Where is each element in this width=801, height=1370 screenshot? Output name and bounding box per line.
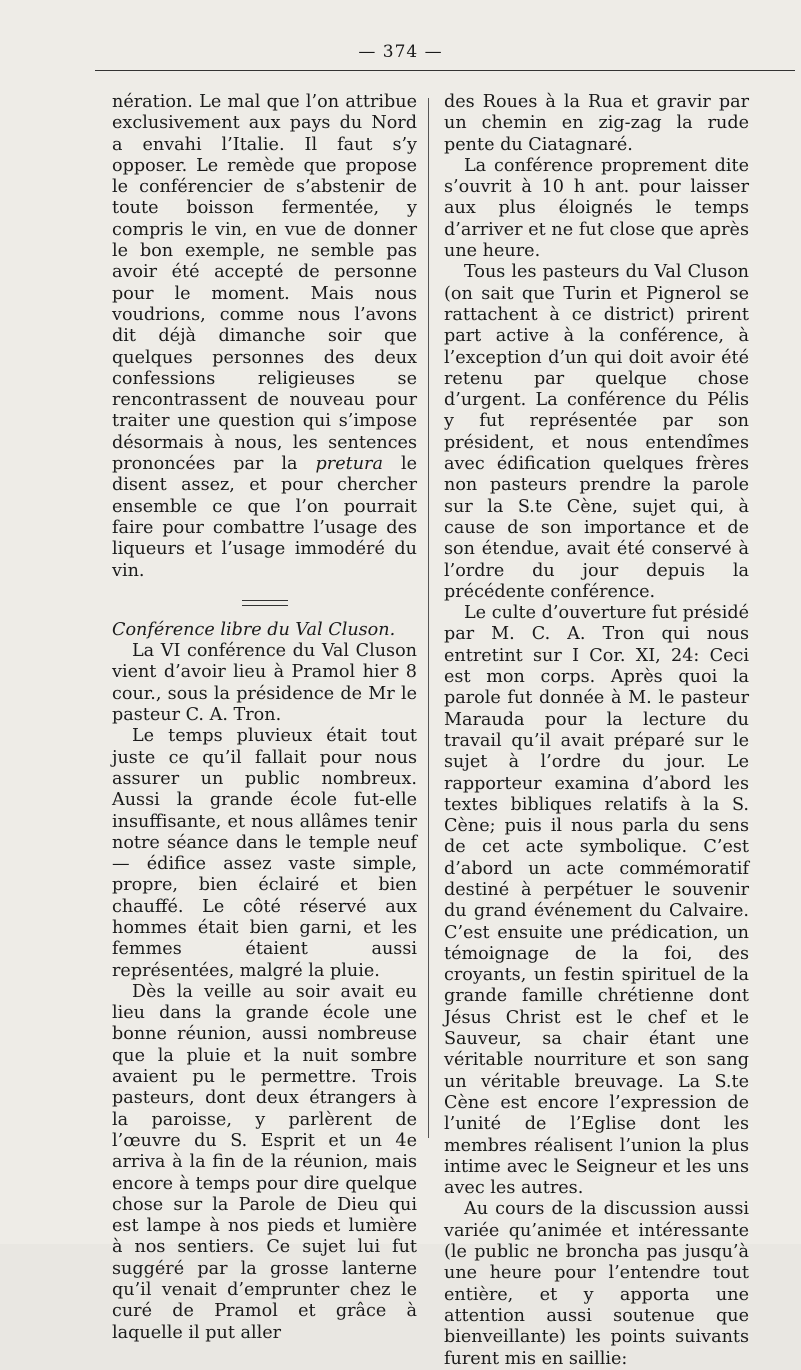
paragraph: Au cours de la discussion aussi variée qu’animée et intéressante (le public ne broncha pas jusqu’à une heure pour l’entendre tout entière, et y apporta une attention aussi soutenue que bienveillante) les points suivants furent mis en saillie: [444, 1199, 749, 1369]
paragraph: La VI conférence du Val Cluson vient d’avoir lieu à Pramol hier 8 cour., sous la présidence de Mr le pasteur C. A. Tron. [112, 641, 417, 726]
paragraph: des Roues à la Rua et gravir par un chemin en zig-zag la rude pente du Ciatagnaré. [444, 92, 749, 155]
paragraph: La conférence proprement dite s’ouvrit à 10 h ant. pour laisser aux plus éloignés le temps d’arriver et ne fut close que après une heure. [444, 155, 749, 262]
section-separator [242, 600, 288, 606]
paragraph: Tous les pasteurs du Val Cluson (on sait que Turin et Pignerol se rattachent à ce district) prirent part active à la conférence, à l’exception d’un qui doit avoir été retenu par quelque chose d’urgent. La conférence du Pélis y fut représentée par son président, et nous entendîmes avec édification quelques frères non pasteurs prendre la parole sur la S.te Cène, sujet qui, à cause de son importance et de son étendue, avait été conservé à l’ordre du jour depuis la précédente conférence. [444, 262, 749, 602]
page-number: — 374 — [358, 42, 443, 62]
paragraph: Le culte d’ouverture fut présidé par M. C. A. Tron qui nous entretint sur I Cor. XI, 24: Ceci est mon corps. Après quoi la parole fut donnée à M. le pasteur Marauda pour la lecture du travail qu’il avait préparé sur le sujet à l’ordre du jour. Le rapporteur examina d’abord les textes bibliques relatifs à la S. Cène; puis il nous parla du sens de cet acte symbolique. C’est d’abord un acte commémoratif destiné à perpétuer le souvenir du grand événement du Calvaire. C’est ensuite une prédication, un témoignage de la foi, des croyants, un festin spirituel de la grande famille chrétienne dont Jésus Christ est le chef et le Sauveur, sa chair étant une véritable nourriture et son sang un véritable breuvage. La S.te Cène est encore l’expression de l’unité de l’Eglise dont les membres réalisent l’union la plus intime avec le Seigneur et les uns avec les autres. [444, 603, 749, 1199]
column-divider [428, 98, 429, 1138]
section-title: Conférence libre du Val Cluson. [112, 619, 396, 640]
right-column [444, 92, 749, 1370]
paragraph: Le temps pluvieux était tout juste ce qu’il fallait pour nous assurer un public nombreux. Aussi la grande école fut-elle insuffisante, et nous allâmes tenir notre séance dans le temple neuf — édifice assez vaste simple, propre, bien éclairé et bien chauffé. Le côté réservé aux hommes était bien garni, et les femmes étaient aussi représentées, malgré la pluie. [112, 726, 417, 981]
paragraph: Dès la veille au soir avait eu lieu dans la grande école une bonne réunion, aussi nombreuse que la pluie et la nuit sombre avaient pu le permettre. Trois pasteurs, dont deux étrangers à la paroisse, y parlèrent de l’œuvre du S. Esprit et un 4e arriva à la fin de la réunion, mais encore à temps pour dire quelque chose sur la Parole de Dieu qui est lampe à nos pieds et lumière à nos sentiers. Ce sujet lui fut suggéré par la grosse lanterne qu’il venait d’emprunter chez le curé de Pramol et grâce à laquelle il put aller [112, 981, 417, 1343]
paragraph: nération. Le mal que l’on attribue exclusivement aux pays du Nord a envahi l’Italie. Il faut s’y opposer. Le remède que propose le conférencier de s’abstenir de toute boisson fermentée, y compris le vin, en vue de donner le bon exemple, ne semble pas avoir été accepté de personne pour le moment. Mais nous voudrions, comme nous l’avons dit déjà dimanche soir que quelques personnes des deux confessions religieuses se rencontrassent de nouveau pour traiter une question qui s’impose désormais à nous, les sentences prononcées par la pretura le disent assez, et pour chercher ensemble ce que l’on pourrait faire pour combattre l’usage des liqueurs et l’usage immodéré du vin. [112, 92, 417, 581]
header-rule [95, 70, 795, 71]
left-column [112, 92, 417, 1344]
italic-term: pretura [315, 454, 383, 475]
